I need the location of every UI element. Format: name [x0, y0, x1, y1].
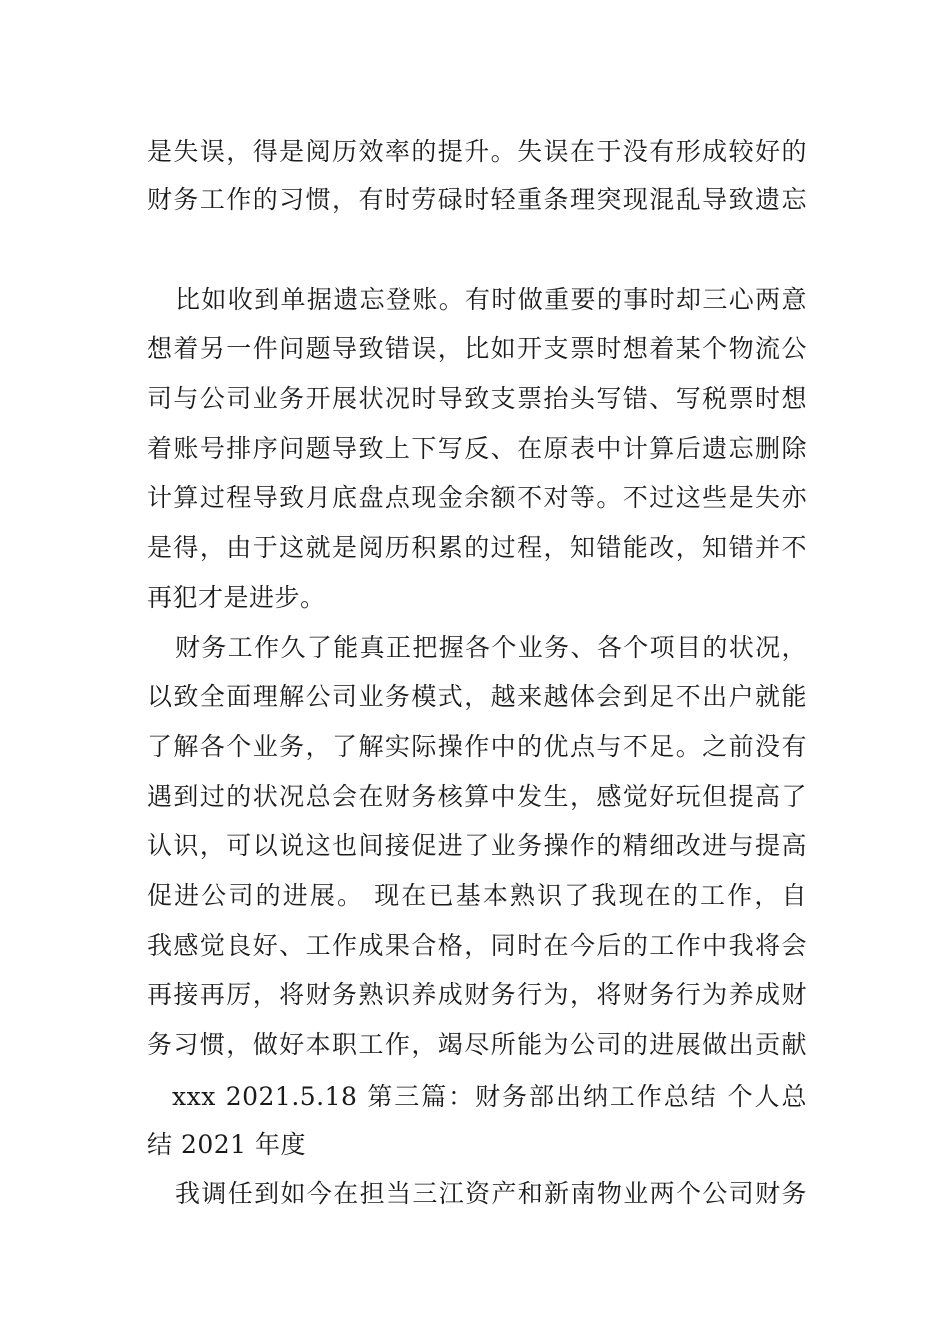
text-line: 遇到过的状况总会在财务核算中发生，感觉好玩但提高了 [147, 782, 807, 811]
text-line: 结 2021 年度 [147, 1130, 307, 1159]
text-line: 再接再厉，将财务熟识养成财务行为，将财务行为养成财 [147, 980, 807, 1009]
text-line: 了解各个业务，了解实际操作中的优点与不足。之前没有 [147, 732, 807, 761]
text-line: 计算过程导致月底盘点现金余额不对等。不过这些是失亦 [147, 483, 807, 512]
text-line: 务习惯，做好本职工作，竭尽所能为公司的进展做出贡献 [147, 1030, 807, 1059]
text-line: 着账号排序问题导致上下写反、在原表中计算后遗忘删除 [147, 434, 807, 463]
text-line: 司与公司业务开展状况时导致支票抬头写错、写税票时想 [147, 384, 807, 413]
text-line: 财务工作久了能真正把握各个业务、各个项目的状况， [175, 633, 807, 662]
text-line: 我感觉良好、工作成果合格，同时在今后的工作中我将会 [147, 931, 807, 960]
text-line: 促进公司的进展。 现在已基本熟识了我现在的工作，自 [147, 881, 807, 910]
text-line: 我调任到如今在担当三江资产和新南物业两个公司财务 [175, 1179, 807, 1208]
text-line: 再犯才是进步。 [147, 583, 326, 612]
text-line: 财务工作的习惯，有时劳碌时轻重条理突现混乱导致遗忘 [147, 185, 807, 214]
text-line: 比如收到单据遗忘登账。有时做重要的事时却三心两意 [175, 285, 807, 314]
text-line: 想着另一件问题导致错误，比如开支票时想着某个物流公 [147, 334, 807, 363]
text-line: 是失误，得是阅历效率的提升。失误在于没有形成较好的 [147, 137, 807, 166]
text-line: 认识，可以说这也间接促进了业务操作的精细改进与提高 [147, 831, 807, 860]
text-line: xxx 2021.5.18 第三篇：财务部出纳工作总结 个人总 [172, 1082, 807, 1111]
text-line: 以致全面理解公司业务模式，越来越体会到足不出户就能 [147, 682, 807, 711]
text-line: 是得，由于这就是阅历积累的过程，知错能改，知错并不 [147, 533, 807, 562]
